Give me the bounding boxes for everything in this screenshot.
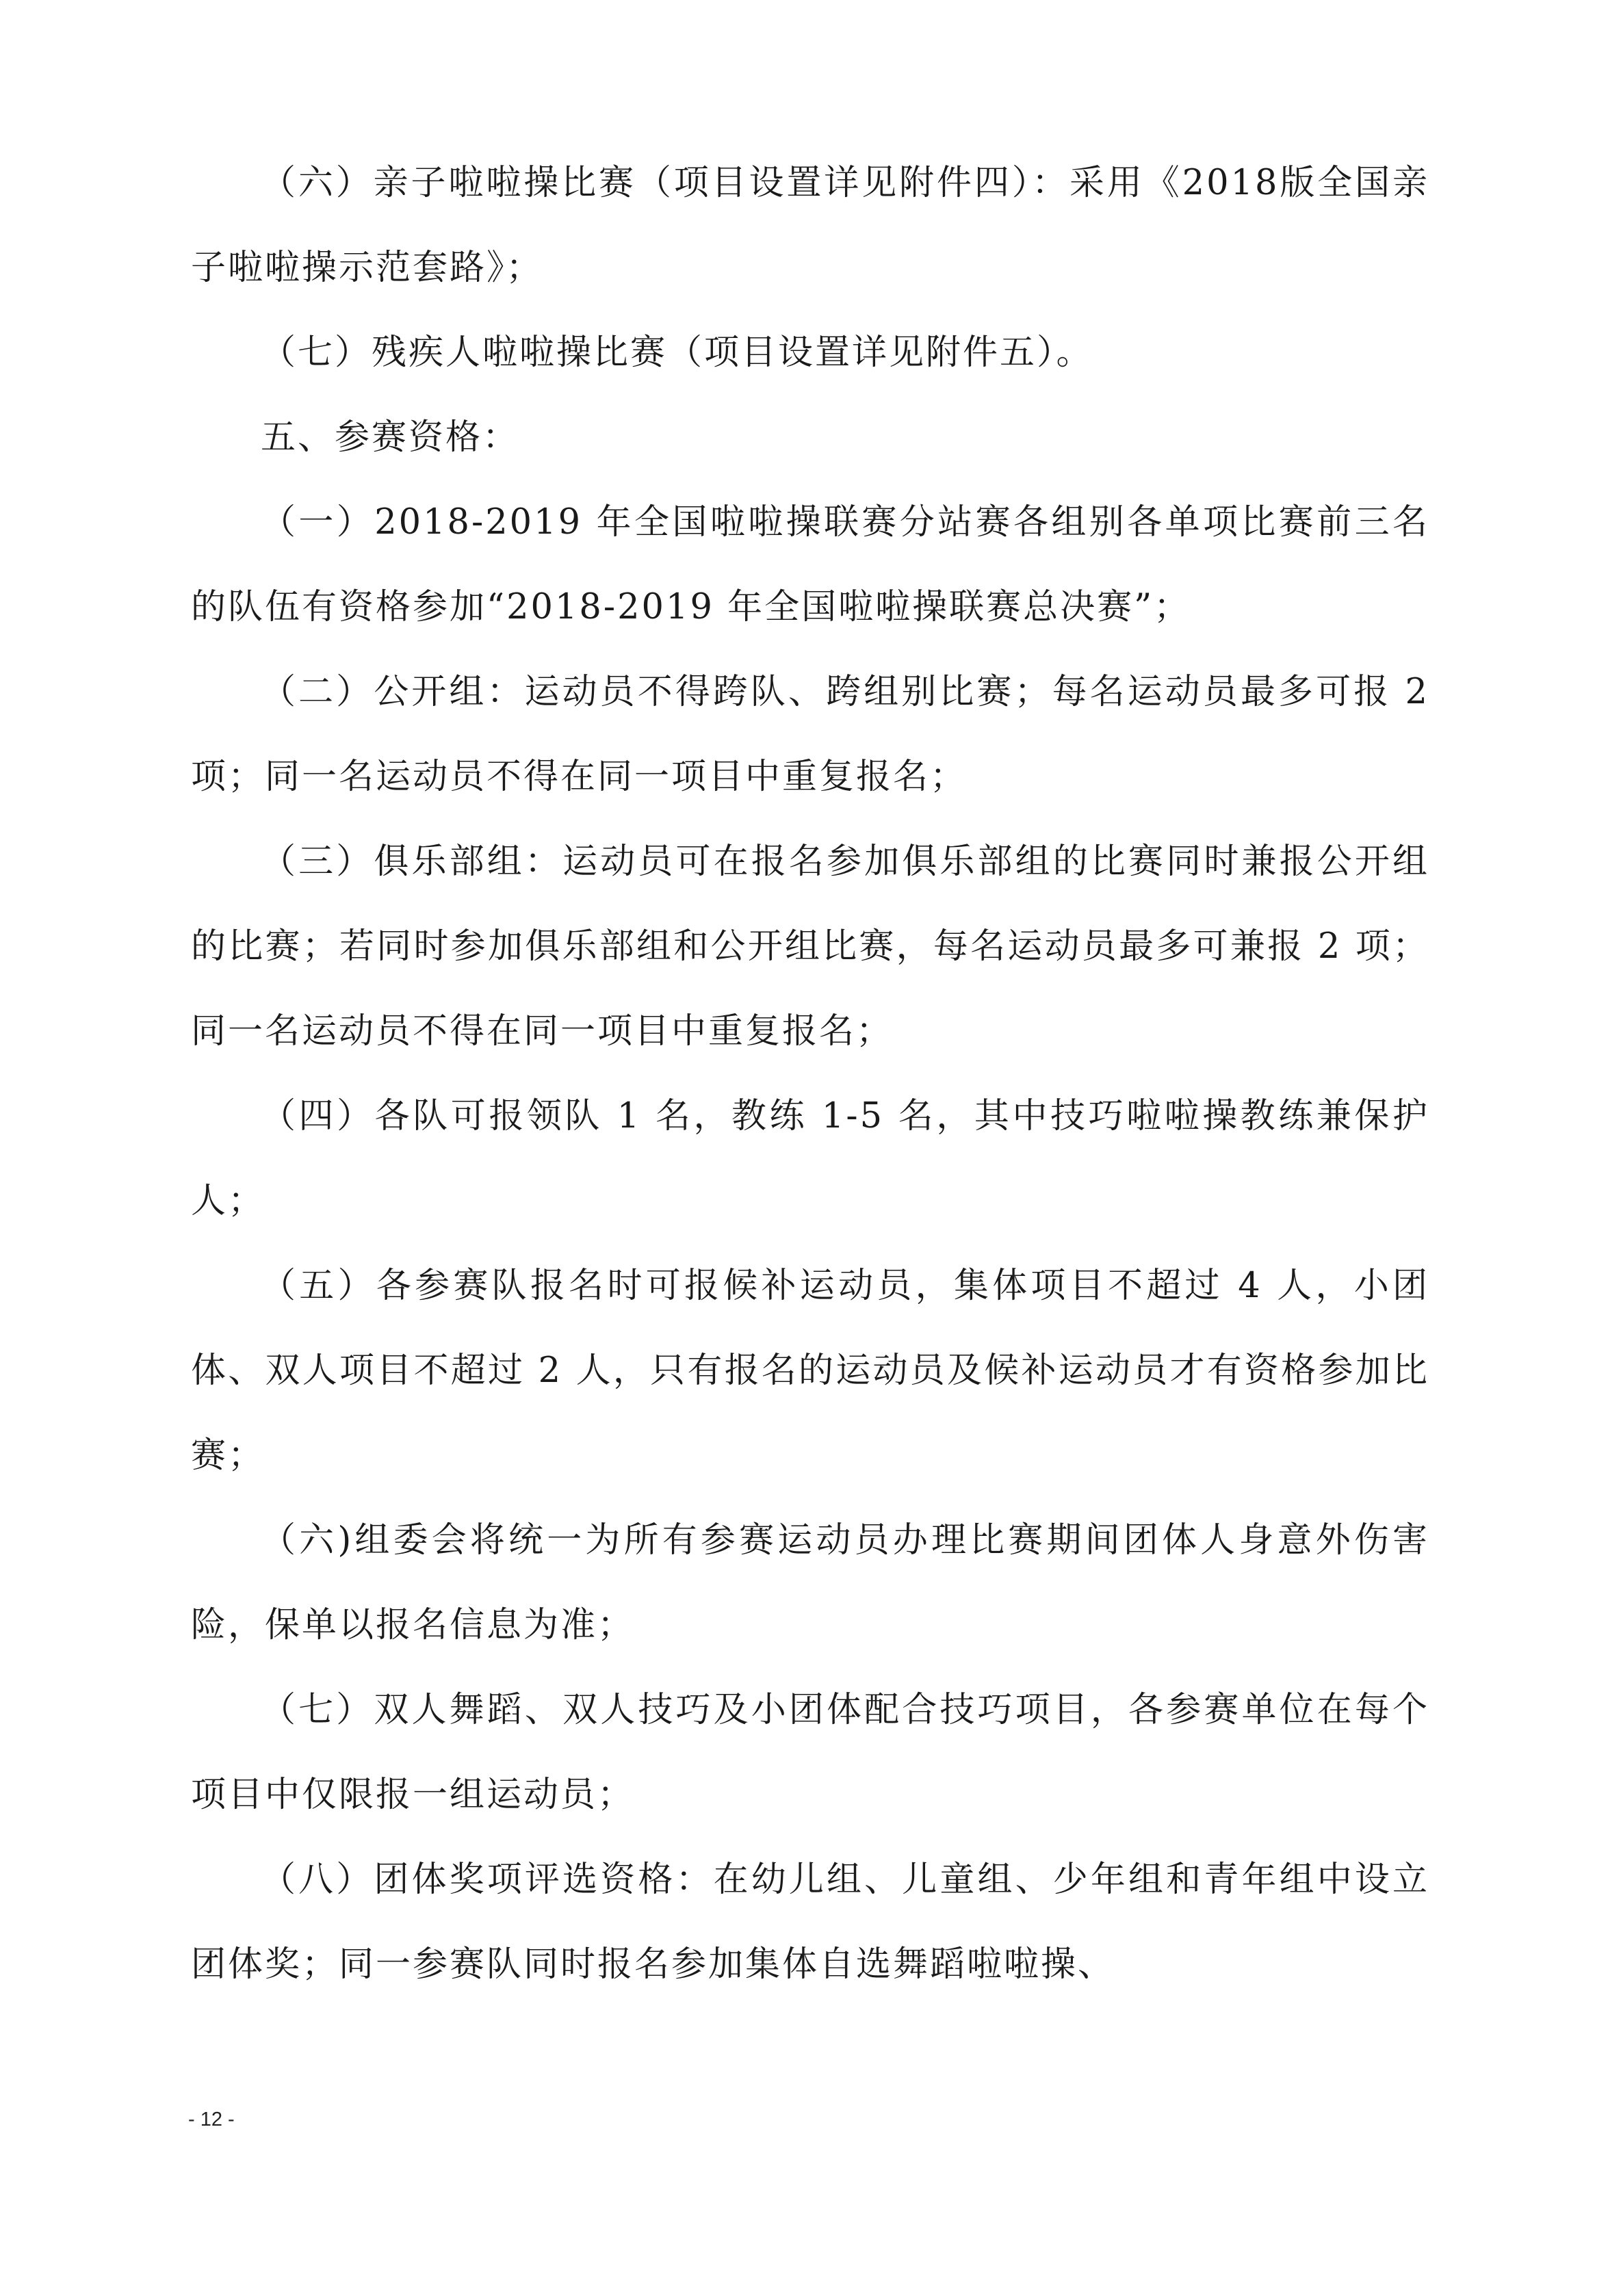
paragraph-eligibility-5: （五）各参赛队报名时可报候补运动员，集体项目不超过 4 人，小团体、双人项目不超过 2 人，只有报名的运动员及候补运动员才有资格参加比赛； [191, 1266, 1429, 1476]
paragraph-eligibility-3: （三）俱乐部组：运动员可在报名参加俱乐部组的比赛同时兼报公开组的比赛；若同时参加俱乐部组和公开组比赛，每名运动员最多可兼报 2 项；同一名运动员不得在同一项目中重复报名； [191, 842, 1429, 1052]
paragraph-eligibility-4: （四）各队可报领队 1 名，教练 1-5 名，其中技巧啦啦操教练兼保护人； [191, 1096, 1429, 1221]
paragraph-eligibility-6: （六)组委会将统一为所有参赛运动员办理比赛期间团体人身意外伤害险，保单以报名信息为准； [191, 1520, 1429, 1645]
body-text [191, 141, 1443, 2007]
paragraph-eligibility-8: （八）团体奖项评选资格：在幼儿组、儿童组、少年组和青年组中设立团体奖；同一参赛队同时报名参加集体自选舞蹈啦啦操、 [191, 1860, 1429, 1985]
paragraph-eligibility-1: （一）2018-2019 年全国啦啦操联赛分站赛各组别各单项比赛前三名的队伍有资格参加“2018-2019 年全国啦啦操联赛总决赛”； [191, 502, 1429, 627]
paragraph-parent-child-competition: （六）亲子啦啦操比赛（项目设置详见附件四）：采用《2018版全国亲子啦啦操示范套路》； [191, 163, 1429, 288]
page-number: - 12 - [188, 2109, 235, 2130]
paragraph-eligibility-2: （二）公开组：运动员不得跨队、跨组别比赛；每名运动员最多可报 2 项；同一名运动员不得在同一项目中重复报名； [191, 672, 1443, 797]
paragraph-disabled-competition: （七）残疾人啦啦操比赛（项目设置详见附件五）。 [261, 332, 1093, 373]
section-heading-eligibility: 五、参赛资格： [261, 417, 520, 458]
paragraph-eligibility-7: （七）双人舞蹈、双人技巧及小团体配合技巧项目，各参赛单位在每个项目中仅限报一组运动员； [191, 1690, 1429, 1815]
